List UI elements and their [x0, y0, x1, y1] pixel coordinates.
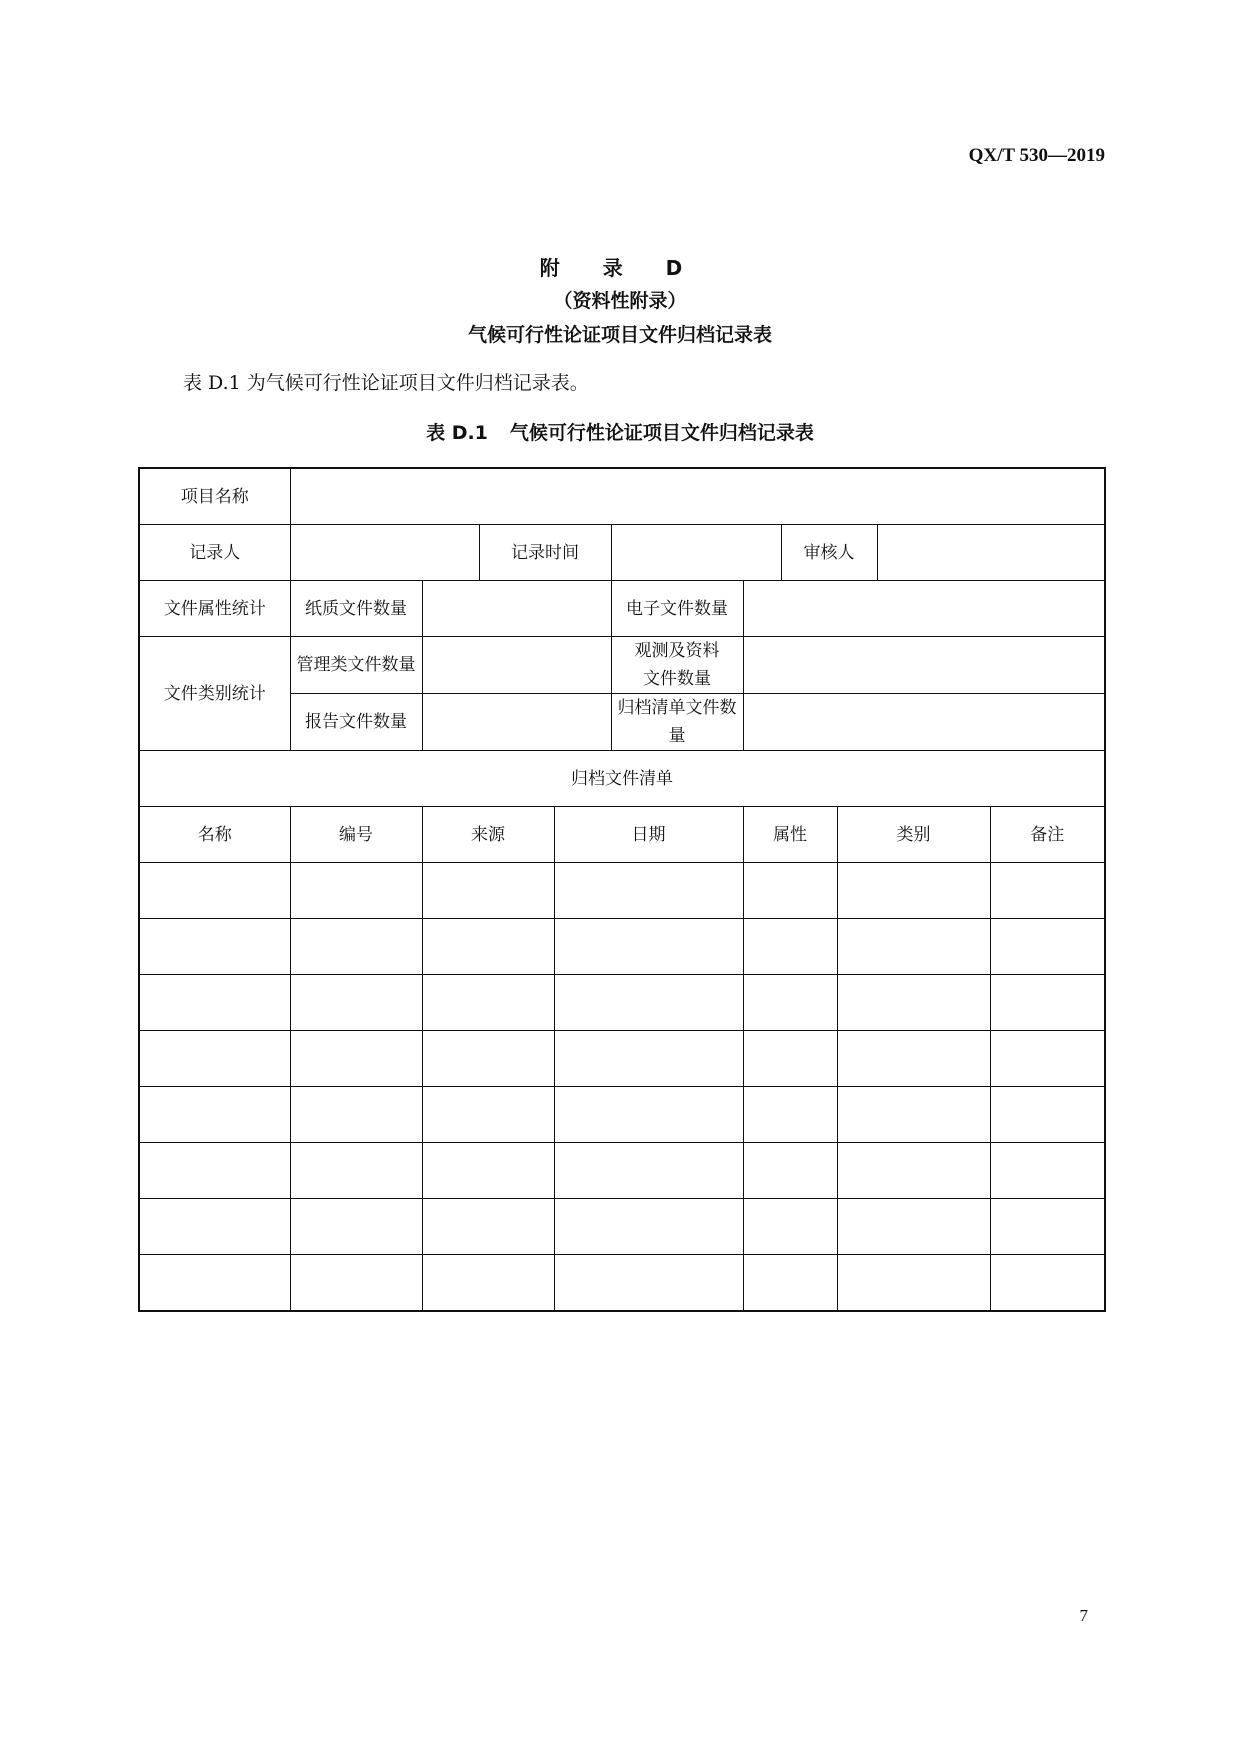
table-row [139, 1031, 1105, 1087]
cell-remarks[interactable] [990, 919, 1105, 975]
cell-remarks[interactable] [990, 975, 1105, 1031]
cell-date[interactable] [554, 1255, 743, 1312]
cell-name[interactable] [139, 919, 290, 975]
cell-attribute[interactable] [743, 863, 837, 919]
cell-source[interactable] [422, 1087, 554, 1143]
column-header-category: 类别 [837, 807, 990, 863]
cell-category[interactable] [837, 863, 990, 919]
table-row [139, 1143, 1105, 1199]
project-name-row [139, 468, 1105, 525]
cell-category[interactable] [837, 1143, 990, 1199]
column-header-number: 编号 [290, 807, 422, 863]
cell-date[interactable] [554, 863, 743, 919]
reviewer-value[interactable] [877, 525, 1105, 581]
cell-number[interactable] [290, 1143, 422, 1199]
electronic-count-label: 电子文件数量 [611, 581, 743, 637]
cell-number[interactable] [290, 863, 422, 919]
cell-category[interactable] [837, 1087, 990, 1143]
reviewer-label: 审核人 [781, 525, 877, 581]
cell-category[interactable] [837, 919, 990, 975]
report-count-label: 报告文件数量 [290, 694, 422, 751]
cell-number[interactable] [290, 1087, 422, 1143]
cell-category[interactable] [837, 1031, 990, 1087]
page-number: 7 [1079, 1606, 1088, 1625]
archive-list-count-value[interactable] [743, 694, 1105, 751]
cell-date[interactable] [554, 1031, 743, 1087]
cell-attribute[interactable] [743, 1087, 837, 1143]
table-caption-title: 气候可行性论证项目文件归档记录表 [509, 422, 814, 444]
intro-text: 表 D.1 为气候可行性论证项目文件归档记录表。 [183, 372, 589, 394]
cell-number[interactable] [290, 919, 422, 975]
management-count-label: 管理类文件数量 [290, 637, 422, 694]
cell-remarks[interactable] [990, 1031, 1105, 1087]
cell-name[interactable] [139, 863, 290, 919]
cell-source[interactable] [422, 975, 554, 1031]
table-row [139, 975, 1105, 1031]
cell-category[interactable] [837, 1255, 990, 1312]
observation-count-value[interactable] [743, 637, 1105, 694]
cell-name[interactable] [139, 1031, 290, 1087]
cell-source[interactable] [422, 1031, 554, 1087]
category-stats-row-1 [139, 637, 1105, 694]
cell-date[interactable] [554, 975, 743, 1031]
table-caption [0, 418, 1240, 445]
cell-remarks[interactable] [990, 1199, 1105, 1255]
cell-attribute[interactable] [743, 1031, 837, 1087]
management-count-value[interactable] [422, 637, 611, 694]
cell-attribute[interactable] [743, 919, 837, 975]
archive-list-header-row [139, 807, 1105, 863]
cell-attribute[interactable] [743, 1143, 837, 1199]
cell-source[interactable] [422, 863, 554, 919]
annex-name: 气候可行性论证项目文件归档记录表 [467, 324, 772, 346]
table-row [139, 1199, 1105, 1255]
recorder-row [139, 525, 1105, 581]
cell-number[interactable] [290, 1199, 422, 1255]
cell-number[interactable] [290, 1031, 422, 1087]
table-row [139, 919, 1105, 975]
cell-date[interactable] [554, 1087, 743, 1143]
cell-name[interactable] [139, 1255, 290, 1312]
cell-date[interactable] [554, 919, 743, 975]
cell-name[interactable] [139, 1143, 290, 1199]
cell-remarks[interactable] [990, 1255, 1105, 1312]
column-header-source: 来源 [422, 807, 554, 863]
column-header-remarks: 备注 [990, 807, 1105, 863]
table-caption-id: 表 D.1 [426, 422, 488, 444]
record-time-label: 记录时间 [479, 525, 611, 581]
electronic-count-value[interactable] [743, 581, 1105, 637]
table-row [139, 1255, 1105, 1312]
attr-stats-label: 文件属性统计 [139, 581, 290, 637]
cell-number[interactable] [290, 1255, 422, 1312]
table-row [139, 1087, 1105, 1143]
project-name-value[interactable] [290, 468, 1105, 525]
project-name-label: 项目名称 [139, 468, 290, 525]
annex-type: （资料性附录） [553, 290, 687, 312]
observation-count-label-line2: 文件数量 [643, 669, 711, 689]
archive-list-heading: 归档文件清单 [139, 751, 1105, 807]
paper-count-value[interactable] [422, 581, 611, 637]
standard-code: QX/T 530—2019 [968, 145, 1105, 166]
category-stats-label: 文件类别统计 [139, 637, 290, 751]
observation-count-label-line1: 观测及资料 [634, 641, 720, 661]
archive-record-table [138, 467, 1106, 1312]
report-count-value[interactable] [422, 694, 611, 751]
cell-date[interactable] [554, 1199, 743, 1255]
archive-list-body [139, 863, 1105, 1312]
paper-count-label: 纸质文件数量 [290, 581, 422, 637]
cell-name[interactable] [139, 1087, 290, 1143]
column-header-name: 名称 [139, 807, 290, 863]
cell-name[interactable] [139, 1199, 290, 1255]
cell-remarks[interactable] [990, 1143, 1105, 1199]
cell-remarks[interactable] [990, 863, 1105, 919]
cell-source[interactable] [422, 1143, 554, 1199]
cell-remarks[interactable] [990, 1087, 1105, 1143]
recorder-value[interactable] [290, 525, 479, 581]
cell-attribute[interactable] [743, 1199, 837, 1255]
cell-category[interactable] [837, 975, 990, 1031]
cell-attribute[interactable] [743, 975, 837, 1031]
cell-date[interactable] [554, 1143, 743, 1199]
attr-stats-row [139, 581, 1105, 637]
archive-list-heading-row [139, 751, 1105, 807]
table-row [139, 863, 1105, 919]
recorder-label: 记录人 [139, 525, 290, 581]
cell-attribute[interactable] [743, 1255, 837, 1312]
column-header-date: 日期 [554, 807, 743, 863]
archive-list-count-label: 归档清单文件数量 [611, 694, 743, 751]
observation-count-label [611, 637, 743, 694]
annex-title: 附 录 D [539, 256, 701, 280]
record-time-value[interactable] [611, 525, 781, 581]
cell-source[interactable] [422, 1199, 554, 1255]
column-header-attribute: 属性 [743, 807, 837, 863]
cell-source[interactable] [422, 1255, 554, 1312]
cell-name[interactable] [139, 975, 290, 1031]
cell-category[interactable] [837, 1199, 990, 1255]
cell-number[interactable] [290, 975, 422, 1031]
cell-source[interactable] [422, 919, 554, 975]
